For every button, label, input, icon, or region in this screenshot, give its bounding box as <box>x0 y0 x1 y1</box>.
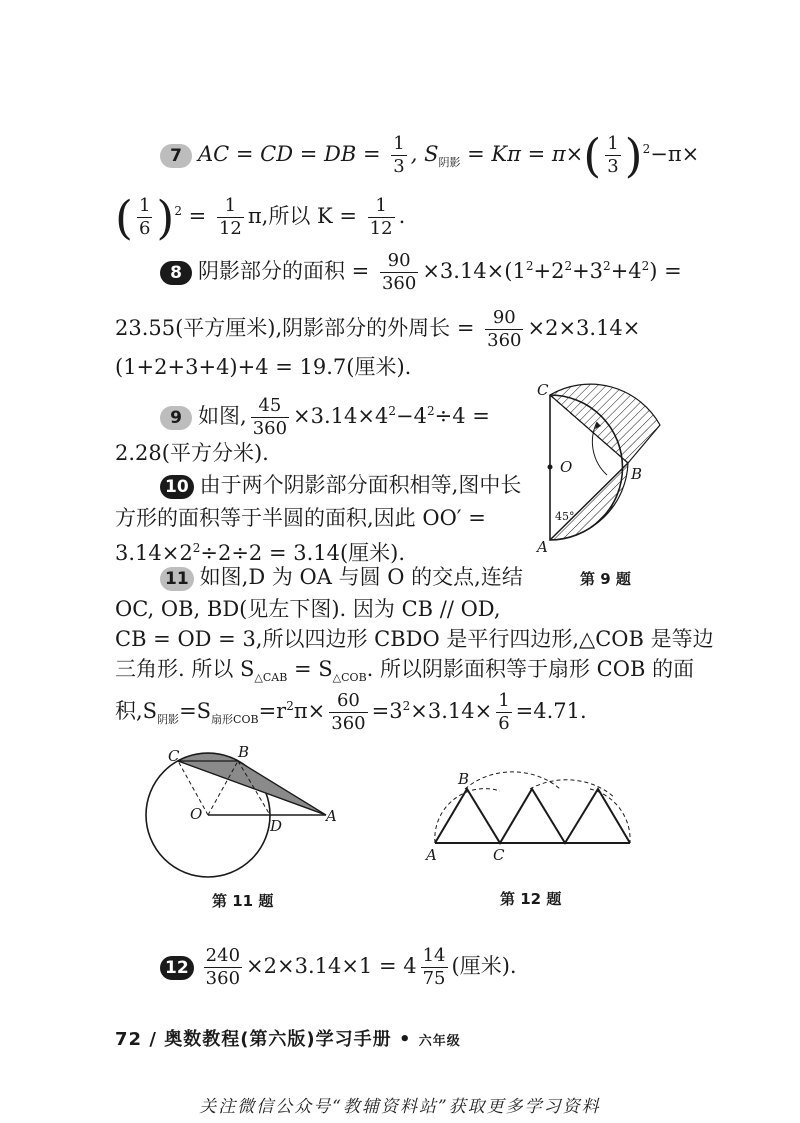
p7-text-3: = Kπ = π× <box>460 142 584 166</box>
p11-line5-b: =S <box>179 699 212 723</box>
p9-text-2: ×3.14×4 <box>293 404 389 428</box>
problem-12-badge: 12 <box>160 956 194 980</box>
fig11-label-b: B <box>238 743 250 761</box>
p9-text-3: −4 <box>396 404 427 428</box>
p12-frac-2-den: 75 <box>422 968 446 989</box>
figure-12 <box>420 768 645 868</box>
problem-8-badge: 8 <box>160 261 192 285</box>
fig12-arc-1 <box>435 789 500 843</box>
fig9-label-a: A <box>537 538 548 555</box>
p7-frac-1-den: 3 <box>393 156 405 177</box>
p7-paren-close: ) <box>624 128 643 183</box>
p8-text-2: ×3.14×(1 <box>422 259 526 283</box>
p12-frac-den: 360 <box>205 968 241 989</box>
p7-frac-2-den: 3 <box>607 156 619 177</box>
p9-frac-den: 360 <box>252 418 288 439</box>
p8-frac <box>380 250 418 295</box>
p8-text-3: +2 <box>533 259 565 283</box>
p7-frac-3-num: 1 <box>138 195 151 216</box>
p8-text-5: +4 <box>610 259 642 283</box>
p11-line5-g: =4.71. <box>515 699 587 723</box>
p7-frac-3 <box>137 195 152 240</box>
p9-frac-num: 45 <box>251 395 289 418</box>
problem-11-badge: 11 <box>160 567 194 591</box>
p7-frac-1-num: 1 <box>393 133 405 154</box>
fig12-arc-2 <box>465 772 560 789</box>
p7-paren-close-2: ) <box>156 190 175 245</box>
p7-text-1: AC = CD = DB = <box>198 142 381 166</box>
p11-line5-f: ×3.14× <box>410 699 493 723</box>
p7-frac-4-den: 12 <box>218 218 242 239</box>
p9-sup-2: 2 <box>426 404 435 418</box>
p11-sub-shadow: 阴影 <box>157 713 180 727</box>
problem-11-line-1 <box>160 562 523 592</box>
p12-frac <box>204 945 242 990</box>
p12-text-2: (厘米). <box>451 954 517 978</box>
p11-line4-c: . 所以阴影面积等于扇形 COB 的面 <box>366 657 695 681</box>
p8-line2-frac-num: 90 <box>485 307 523 330</box>
p7-frac-5-den: 12 <box>369 218 393 239</box>
p8-frac-num: 90 <box>380 250 418 273</box>
p11-sup-3: 2 <box>402 699 411 713</box>
p11-sub-sector: 扇形COB <box>211 713 259 727</box>
p11-frac-num: 60 <box>329 690 367 713</box>
p10-sup: 2 <box>192 541 201 555</box>
fig12-label-c: C <box>493 846 505 864</box>
p9-text-4: ÷4 = <box>434 404 490 428</box>
p8-sup-4: 2 <box>641 259 650 273</box>
problem-10-badge: 10 <box>160 475 194 499</box>
problem-7-line-2 <box>115 190 406 245</box>
p8-sup-1: 2 <box>525 259 534 273</box>
p11-line5-d: π× <box>293 699 326 723</box>
p11-frac-2-den: 6 <box>498 713 510 734</box>
p12-frac-2 <box>421 945 448 990</box>
problem-8-line-3: (1+2+3+4)+4 = 19.7(厘米). <box>115 355 412 379</box>
figure-11-caption: 第 11 题 <box>212 892 274 910</box>
p12-frac-2-num: 14 <box>422 945 446 966</box>
p7-frac-3-den: 6 <box>138 218 151 239</box>
p11-frac-2 <box>496 690 511 735</box>
p8-line2-frac <box>485 307 523 352</box>
problem-9-line-1 <box>160 395 490 440</box>
p11-line4-a: 三角形. 所以 S <box>115 657 255 681</box>
page-number: 72 <box>115 1029 143 1050</box>
p10-text-1: 由于两个阴影部分面积相等,图中长 <box>199 473 522 497</box>
figure-12-caption: 第 12 题 <box>500 890 562 908</box>
p9-frac <box>251 395 289 440</box>
p11-line5-e: =3 <box>371 699 403 723</box>
p10-line3-b: ÷2÷2 = 3.14(厘米). <box>200 541 406 565</box>
p12-text-1: ×2×3.14×1 = 4 <box>246 954 417 978</box>
p8-text-1: 阴影部分的面积 = <box>198 259 376 283</box>
p7-frac-1 <box>391 133 406 178</box>
p11-line5-c: =r <box>258 699 287 723</box>
p11-frac <box>329 690 367 735</box>
p11-line4-b: = S <box>287 657 333 681</box>
problem-11-line-4 <box>115 654 694 693</box>
watermark-text: 关注微信公众号“教辅资料站”获取更多学习资料 <box>199 1097 601 1117</box>
p7-frac-2 <box>605 133 620 178</box>
fig11-label-a: A <box>326 807 337 825</box>
p11-frac-2-num: 1 <box>498 690 510 711</box>
p8-text-4: +3 <box>572 259 604 283</box>
grade-label: 六年级 <box>418 1034 461 1049</box>
problem-9-badge: 9 <box>160 406 192 430</box>
p9-sup-1: 2 <box>388 404 396 418</box>
fig9-label-angle: 45° <box>555 510 575 523</box>
p7-frac-4-num: 1 <box>217 195 244 218</box>
p11-frac-den: 360 <box>331 713 366 734</box>
p8-sup-3: 2 <box>603 259 611 273</box>
fig9-point-o <box>548 465 553 470</box>
p10-line3-a: 3.14×2 <box>115 541 193 565</box>
p7-text-5: = <box>182 204 213 228</box>
p7-text-4: −π× <box>650 142 700 166</box>
fig11-label-d: D <box>270 817 283 835</box>
problem-10-line-1 <box>160 470 521 500</box>
p11-sub-cab: △CAB <box>254 671 288 685</box>
fig12-label-a: A <box>426 846 437 864</box>
problem-8-line-2 <box>115 307 640 352</box>
p7-frac-5-num: 1 <box>368 195 395 218</box>
fig12-zigzag <box>435 789 630 843</box>
p11-sub-cob: △COB <box>332 671 367 685</box>
problem-7-badge: 7 <box>160 144 192 168</box>
fig11-label-o: O <box>190 805 203 823</box>
figure-9 <box>535 380 675 555</box>
p11-text-1: 如图,D 为 OA 与圆 O 的交点,连结 <box>199 565 523 589</box>
book-title: 奥数教程(第六版)学习手册 <box>164 1029 392 1050</box>
p8-line2-frac-den: 360 <box>487 330 522 351</box>
fig9-label-c: C <box>537 381 549 399</box>
p8-line2-a: 23.55(平方厘米),阴影部分的外周长 = <box>115 316 482 340</box>
p7-text-7: . <box>398 204 406 228</box>
problem-8-line-1 <box>160 250 682 295</box>
p8-frac-den: 360 <box>381 273 417 294</box>
p12-frac-num: 240 <box>205 945 241 966</box>
p7-frac-2-num: 1 <box>607 133 619 154</box>
p7-paren-open: ( <box>583 128 602 183</box>
problem-11-line-2: OC, OB, BD(见左下图). 因为 CB // OD, <box>115 597 501 621</box>
page-footer <box>115 1025 461 1051</box>
p8-sup-2: 2 <box>564 259 573 273</box>
p11-sup-r: 2 <box>286 699 294 713</box>
fig12-label-b: B <box>458 770 470 788</box>
p7-sq: 2 <box>642 142 651 156</box>
p8-line2-b: ×2×3.14× <box>527 316 641 340</box>
problem-7-line-1 <box>160 128 700 183</box>
p7-sub-shadow: 阴影 <box>438 156 461 170</box>
p7-frac-5 <box>368 195 395 240</box>
p9-text-1: 如图, <box>198 404 247 428</box>
p8-text-6: ) = <box>649 259 682 283</box>
figure-11 <box>140 735 350 885</box>
problem-11-line-3: CB = OD = 3,所以四边形 CBDO 是平行四边形,△COB 是等边 <box>115 627 714 651</box>
p7-text-6: π,所以 K = <box>247 204 364 228</box>
fig11-label-c: C <box>168 747 180 765</box>
problem-10-line-2: 方形的面积等于半圆的面积,因此 OO′ = <box>115 506 486 530</box>
p7-paren-open-2: ( <box>115 190 133 245</box>
fig9-label-b: B <box>631 465 643 483</box>
p7-sq-2: 2 <box>174 204 182 218</box>
figure-9-caption: 第 9 题 <box>580 570 631 588</box>
problem-12-line-1 <box>160 945 517 990</box>
fig9-label-o: O <box>560 458 573 476</box>
p7-frac-4 <box>217 195 244 240</box>
problem-11-line-5 <box>115 690 587 735</box>
p7-text-2: , S <box>410 142 439 166</box>
footer-dot: • <box>398 1029 412 1050</box>
footer-slash: / <box>149 1029 157 1050</box>
p11-line5-a: 积,S <box>115 699 158 723</box>
problem-9-line-2: 2.28(平方分米). <box>115 441 269 465</box>
